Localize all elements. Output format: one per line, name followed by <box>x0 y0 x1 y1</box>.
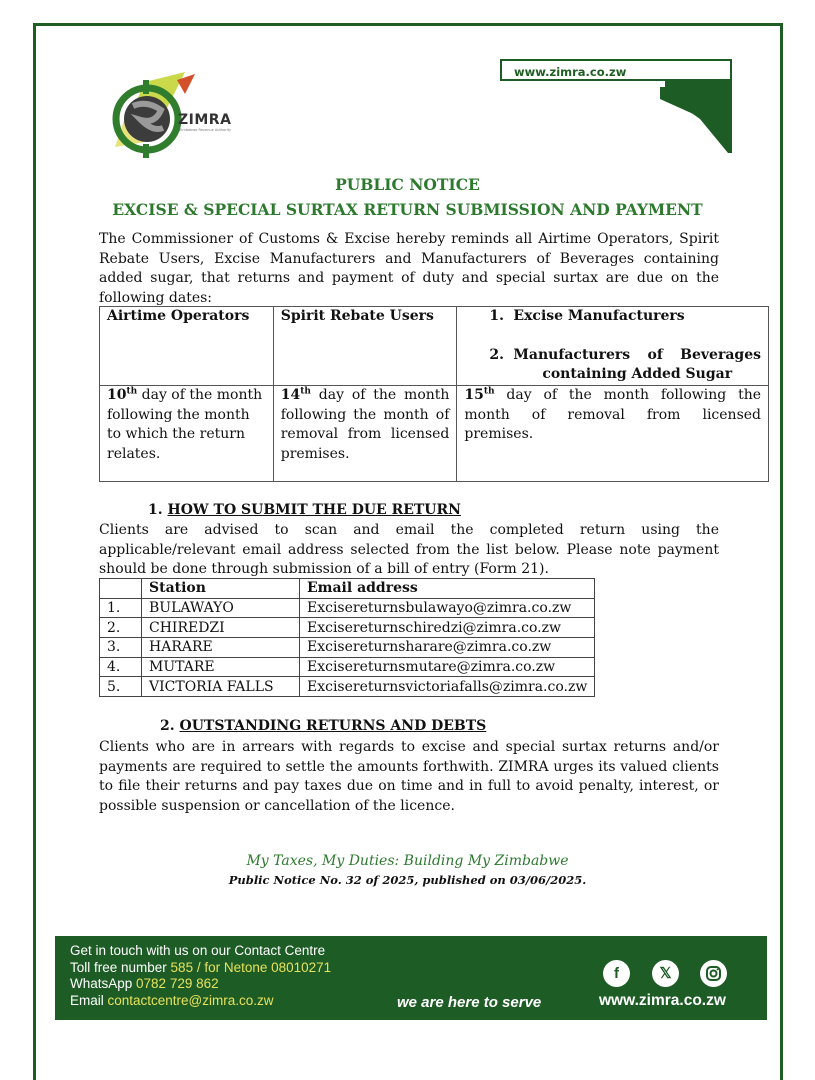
spirit-due-date: 14th day of the month following the month of removal from licensed premises. <box>273 386 457 482</box>
table-row: 1. BULAWAYO Excisereturnsbulawayo@zimra.co.zw <box>100 598 595 618</box>
col-spirit-rebate-users: Spirit Rebate Users <box>273 307 457 386</box>
list-item: 1. Excise Manufacturers <box>489 308 685 324</box>
intro-paragraph: The Commissioner of Customs & Excise hereby reminds all Airtime Operators, Spirit Rebate Users, Excise Manufacturers and Manufacturers of Beverages containing added sugar, that returns and payment of duty and special surtax are due on the following dates: <box>99 231 719 306</box>
email-link[interactable]: Excisereturnsmutare@zimra.co.zw <box>300 657 595 677</box>
instagram-icon[interactable] <box>700 960 727 987</box>
email-link[interactable]: Excisereturnschiredzi@zimra.co.zw <box>300 618 595 638</box>
outstanding-paragraph: Clients who are in arrears with regards to excise and special surtax returns and/or payments are required to settle the amounts forthwith. ZIMRA urges its valued clients to file their returns and pay taxes due on time and in full to avoid penalty, interest, or possible suspension or cancellation of the licence. <box>99 739 719 814</box>
notice-subtitle: EXCISE & SPECIAL SURTAX RETURN SUBMISSION AND PAYMENT <box>112 200 703 219</box>
tollfree-number[interactable]: 585 / for Netone 08010271 <box>170 959 332 975</box>
footer-website-link[interactable]: www.zimra.co.zw <box>599 992 726 1009</box>
logo-wordmark: ZIMRA <box>178 112 232 128</box>
col-manufacturers <box>457 307 769 386</box>
header-website: www.zimra.co.zw <box>514 65 627 79</box>
due-dates-table <box>99 306 769 482</box>
table-row: 4. MUTARE Excisereturnsmutare@zimra.co.zw <box>100 657 595 677</box>
footer-tagline: we are here to serve <box>397 994 542 1011</box>
contact-details: Get in touch with us on our Contact Centre Toll free number 585 / for Netone 08010271 WhatsApp 0782 729 862 Email contactcentre@zimra.co.zw <box>70 943 332 1008</box>
email-address-table <box>99 578 595 697</box>
whatsapp-number[interactable]: 0782 729 862 <box>136 976 219 991</box>
table-row <box>100 386 769 482</box>
table-row: 3. HARARE Excisereturnsharare@zimra.co.zw <box>100 638 595 658</box>
facebook-icon[interactable]: f <box>603 960 630 987</box>
notice-title: PUBLIC NOTICE <box>335 175 480 194</box>
email-header: Email address <box>300 579 595 599</box>
table-row: 2. CHIREDZI Excisereturnschiredzi@zimra.co.zw <box>100 618 595 638</box>
submit-paragraph: Clients are advised to scan and email the completed return using the applicable/relevant email address selected from the list below. Please note payment should be done through submission of a bill of entry (Form 21). <box>99 522 719 577</box>
contact-footer <box>55 936 767 1020</box>
email-link[interactable]: Excisereturnsbulawayo@zimra.co.zw <box>300 598 595 618</box>
station-header: Station <box>142 579 300 599</box>
table-header-row <box>100 579 595 599</box>
contact-email-link[interactable]: contactcentre@zimra.co.zw <box>107 992 274 1008</box>
list-item: 2. Manufacturers of Beverages containing Added Sugar <box>489 346 761 382</box>
slogan: My Taxes, My Duties: Building My Zimbabwe <box>246 853 569 869</box>
logo-subtitle: Zimbabwe Revenue Authority <box>179 128 232 132</box>
section-heading-outstanding: 2. OUTSTANDING RETURNS AND DEBTS <box>160 718 487 734</box>
email-link[interactable]: Excisereturnsharare@zimra.co.zw <box>300 638 595 658</box>
table-row: 5. VICTORIA FALLS Excisereturnsvictoriafalls@zimra.co.zw <box>100 677 595 697</box>
section-heading-submit: 1. HOW TO SUBMIT THE DUE RETURN <box>148 502 461 518</box>
airtime-due-date: 10th day of the month following the month to which the return relates. <box>100 386 274 482</box>
email-link[interactable]: Excisereturnsvictoriafalls@zimra.co.zw <box>300 677 595 697</box>
manufacturers-due-date: 15th day of the month following the month of removal from licensed premises. <box>457 386 769 482</box>
x-icon[interactable]: 𝕏 <box>652 960 679 987</box>
col-airtime-operators: Airtime Operators <box>100 307 274 386</box>
table-header-row <box>100 307 769 386</box>
public-notice-reference: Public Notice No. 32 of 2025, published on 03/06/2025. <box>228 873 587 887</box>
